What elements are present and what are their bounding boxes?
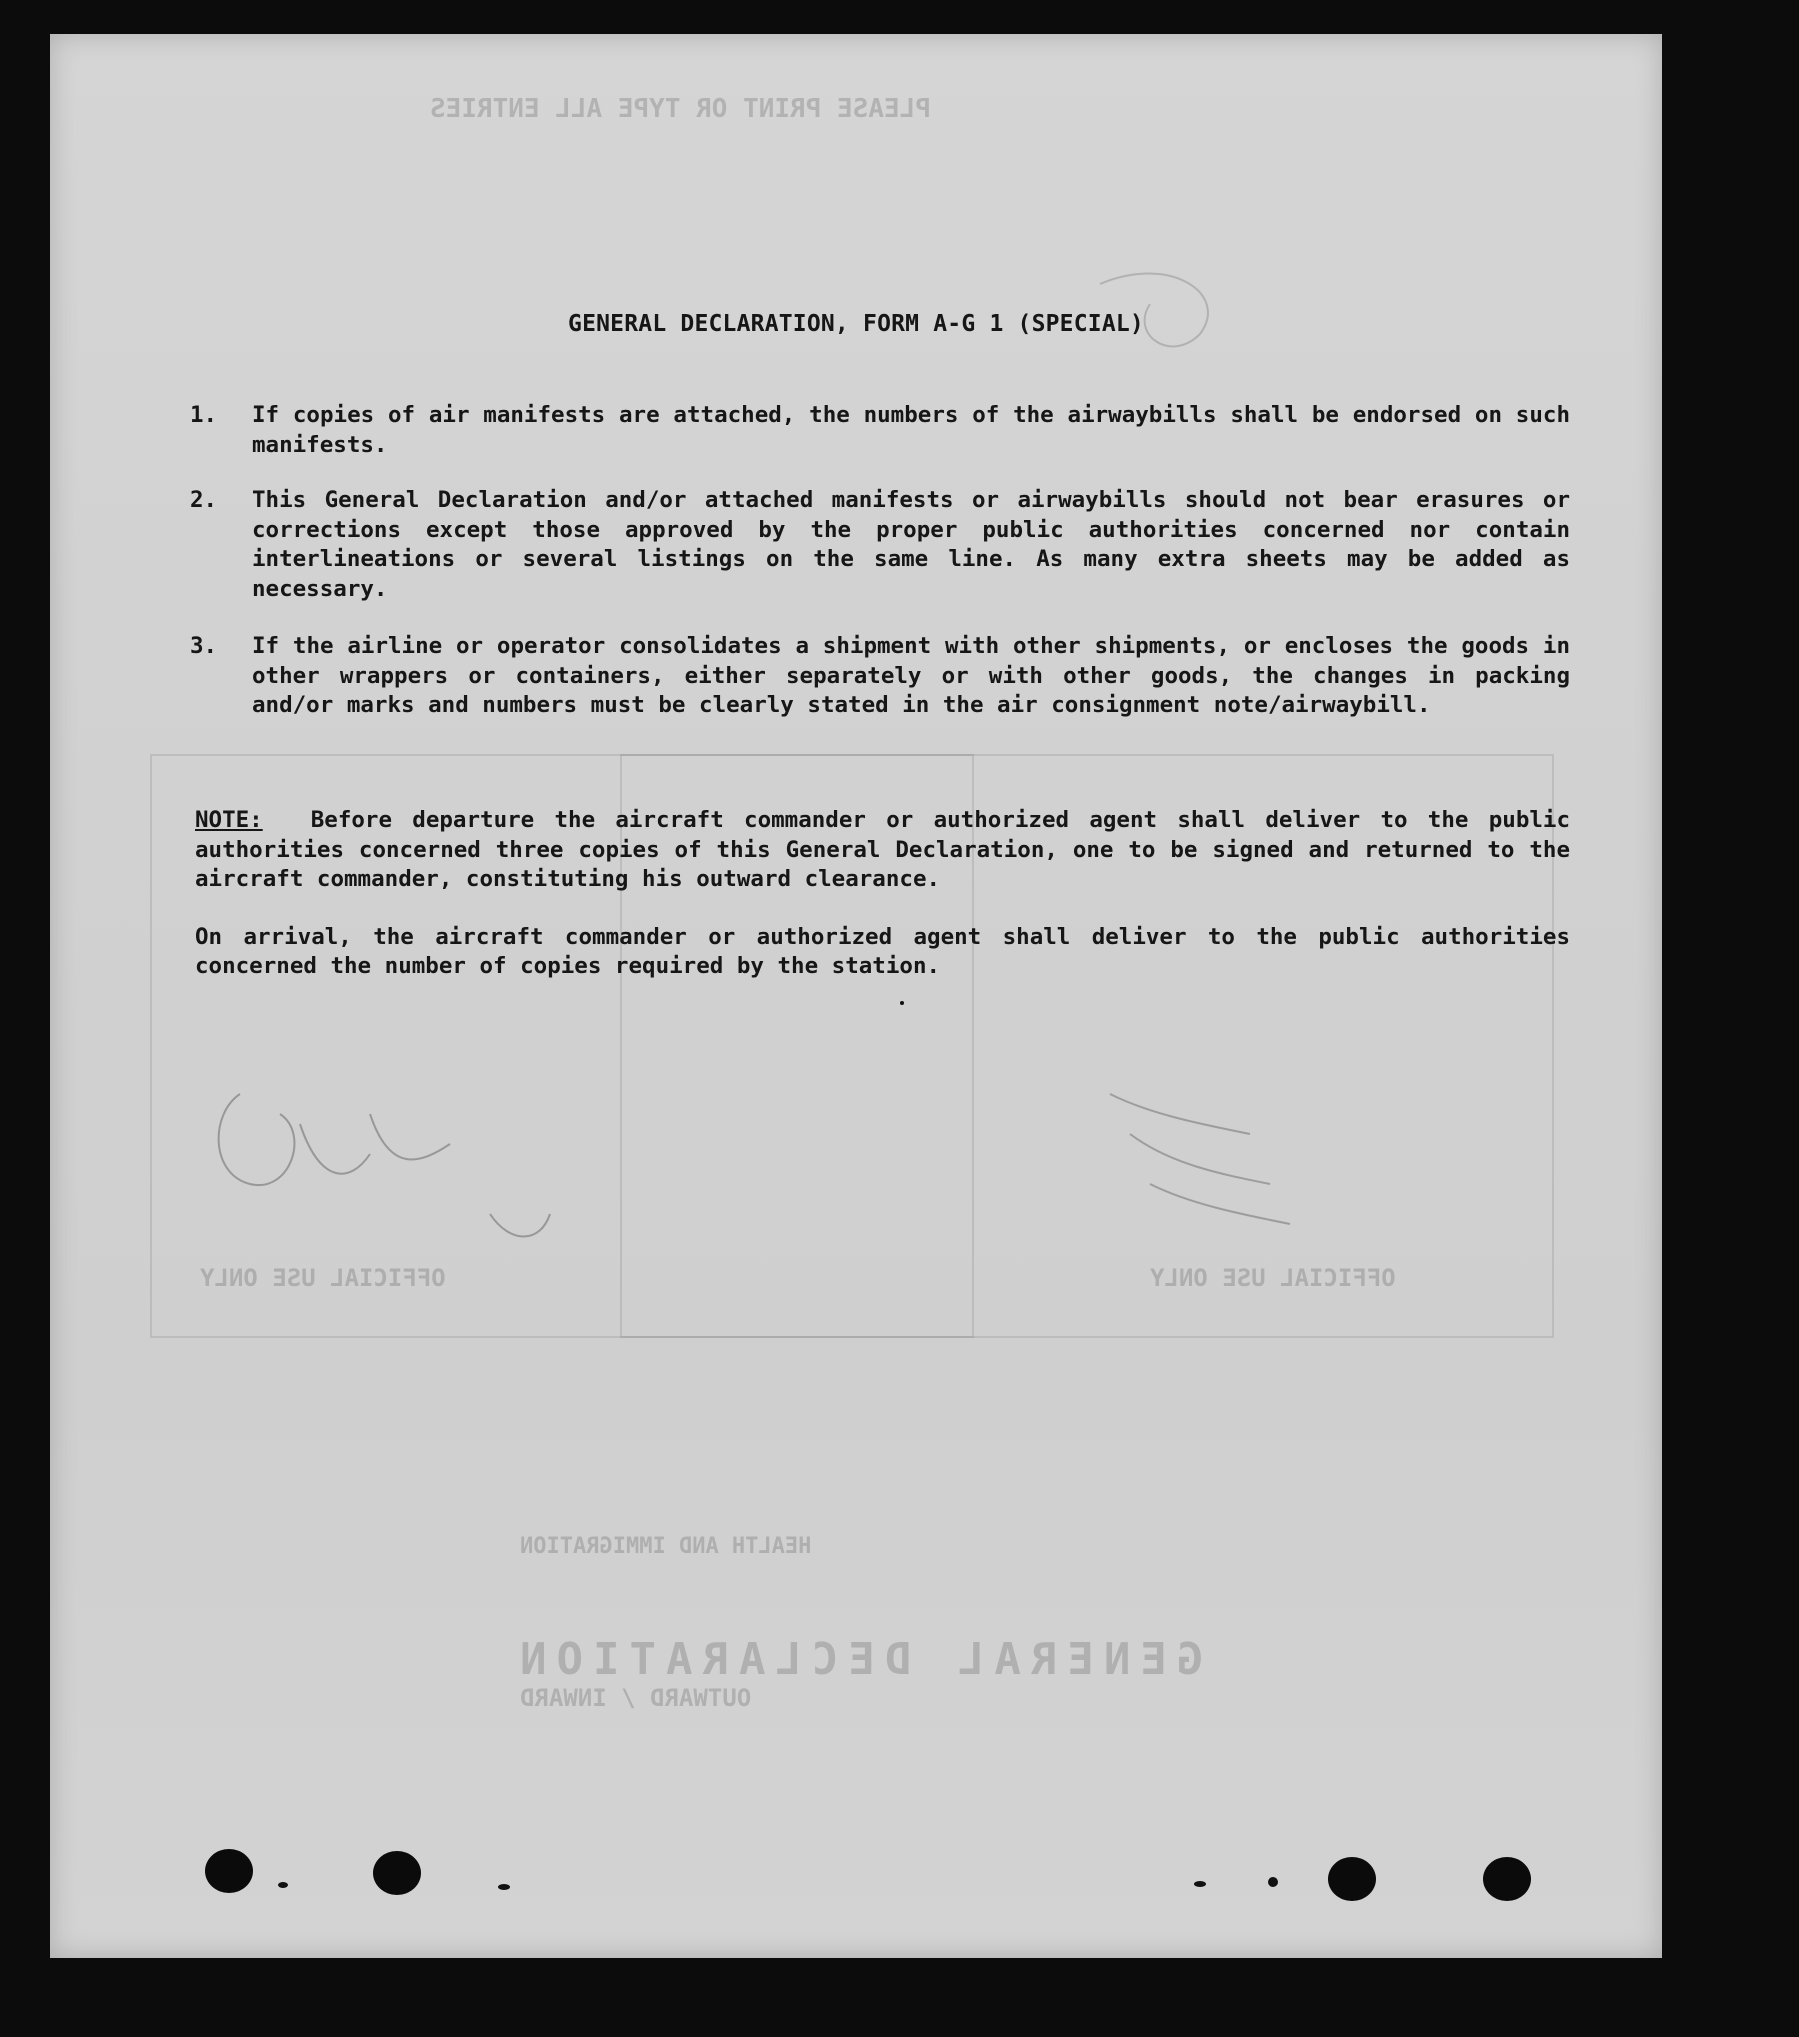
clause-number: 2. — [190, 487, 218, 513]
punch-hole — [1483, 1857, 1531, 1901]
bleed-through-text: PLEASE PRINT OR TYPE ALL ENTRIES — [430, 94, 931, 124]
clause-number: 3. — [190, 633, 218, 659]
pencil-scribbles — [50, 34, 1662, 1958]
clause-text: This General Declaration and/or attached manifests or airwaybills should not bear erasures or corrections except those approved by the proper public authorities concerned nor contain interlineations or several listings on the same line. As many extra sheets may be added as necessary. — [252, 487, 1570, 602]
note-label: NOTE: — [195, 807, 263, 833]
paper-speck — [1268, 1877, 1278, 1887]
arrival-note: On arrival, the aircraft commander or authorized agent shall deliver to the public authorities concerned the number of copies required by the station. — [195, 923, 1570, 979]
clause-number: 1. — [190, 402, 218, 428]
page-title: GENERAL DECLARATION, FORM A-G 1 (SPECIAL) — [568, 311, 1144, 337]
clause-text: If the airline or operator consolidates a shipment with other shipments, or encloses the goods in other wrappers or containers, either separately or with other goods, the changes in packing and/or marks and numbers must be clearly stated in the air consignment note/airwaybill. — [252, 633, 1570, 718]
bleed-through-text: OFFICIAL USE ONLY — [200, 1264, 446, 1292]
paper-speck — [1194, 1881, 1206, 1887]
bleed-through-text: OFFICIAL USE ONLY — [1150, 1264, 1396, 1292]
paper-speck — [498, 1884, 510, 1890]
bleed-through-text: GENERAL DECLARATION — [510, 1634, 1204, 1685]
punch-hole — [1328, 1857, 1376, 1901]
paper-speck — [900, 1001, 904, 1005]
bleed-through-text: OUTWARD / INWARD — [520, 1684, 752, 1712]
document-page — [50, 34, 1662, 1958]
punch-hole — [373, 1851, 421, 1895]
punch-hole — [205, 1849, 253, 1893]
note-text: Before departure the aircraft commander or authorized agent shall deliver to the public authorities concerned three copies of this General Declaration, one to be signed and returned to the aircraft commander, constituting his outward clearance. — [195, 807, 1570, 892]
paper-speck — [278, 1882, 288, 1888]
clause-text: If copies of air manifests are attached, the numbers of the airwaybills shall be endorsed on such manifests. — [252, 402, 1570, 458]
bleed-through-text: HEALTH AND IMMIGRATION — [520, 1534, 812, 1559]
